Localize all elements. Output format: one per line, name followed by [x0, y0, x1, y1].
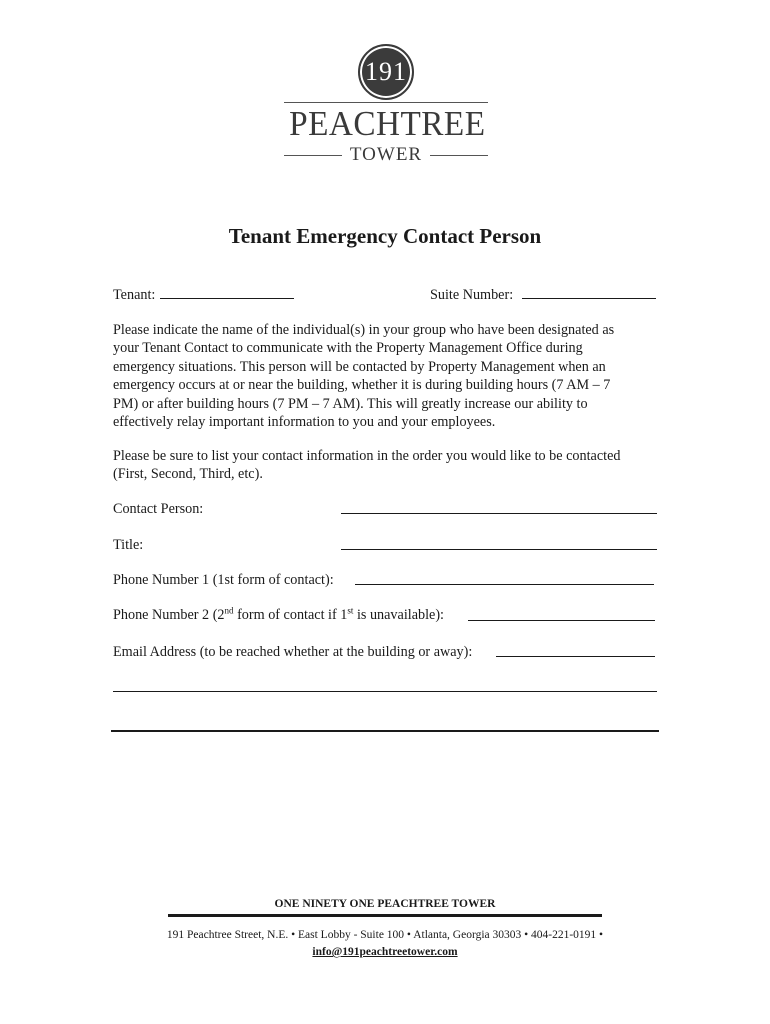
contact-person-label: Contact Person:: [113, 501, 204, 517]
order-line-2: (First, Second, Third, etc).: [113, 466, 263, 483]
logo-emblem: [358, 44, 414, 100]
tenant-label: Tenant:: [113, 287, 156, 303]
email-label: Email Address (to be reached whether at the building or away):: [113, 644, 473, 660]
footer-title: ONE NINETY ONE PEACHTREE TOWER: [274, 898, 496, 910]
phone-2-sup-nd: nd: [224, 605, 234, 616]
building-logo: [284, 44, 488, 174]
logo-dash-right: [430, 155, 488, 156]
email-field[interactable]: [496, 656, 655, 657]
logo-subtitle: TOWER: [349, 144, 423, 165]
logo-number: 191: [365, 57, 407, 86]
intro-line-1: Please indicate the name of the individual(s) in your group who have been designated as: [113, 322, 615, 338]
logo-rule: [284, 102, 488, 103]
phone-2-label-part-3: is unavailable):: [353, 607, 445, 623]
logo-dash-left: [284, 155, 342, 156]
phone-2-field[interactable]: [468, 620, 655, 621]
footer-address: 191 Peachtree Street, N.E. • East Lobby - Suite 100 • Atlanta, Georgia 30303 • 404-221-0191 •: [166, 929, 604, 941]
phone-2-label: [113, 606, 444, 624]
title-label: Title:: [113, 537, 144, 553]
intro-line-3: emergency situations. This person will be contacted by Property Management when an: [113, 358, 606, 375]
document-title: Tenant Emergency Contact Person: [228, 224, 542, 248]
title-field[interactable]: [341, 549, 657, 550]
order-line-1: Please be sure to list your contact information in the order you would like to be contacted: [113, 448, 621, 464]
suite-number-field[interactable]: [522, 298, 656, 299]
extra-line-1[interactable]: [113, 691, 657, 692]
phone-2-label-part-1: Phone Number 2 (2: [113, 607, 225, 623]
intro-line-2: your Tenant Contact to communicate with the Property Management Office during: [113, 340, 583, 357]
intro-line-5: PM) or after building hours (7 PM – 7 AM). This will greatly increase our ability to: [113, 395, 588, 412]
phone-1-field[interactable]: [355, 584, 654, 585]
phone-2-sup-st: st: [347, 605, 354, 616]
footer-rule: [168, 914, 602, 917]
logo-sub-row: [284, 144, 488, 166]
phone-2-label-part-2: form of contact if 1: [233, 607, 348, 623]
intro-line-4: emergency occurs at or near the building, whether it is during building hours (7 AM – 7: [113, 377, 611, 394]
logo-name: PEACHTREE: [289, 104, 486, 143]
contact-person-field[interactable]: [341, 513, 657, 514]
suite-number-label: Suite Number:: [430, 287, 514, 303]
phone-1-label: Phone Number 1 (1st form of contact):: [113, 572, 334, 588]
tenant-field[interactable]: [160, 298, 294, 299]
extra-line-2[interactable]: [111, 730, 659, 732]
intro-line-6: effectively relay important information to you and your employees.: [113, 414, 496, 430]
footer-email-link[interactable]: info@191peachtreetower.com: [312, 946, 458, 958]
